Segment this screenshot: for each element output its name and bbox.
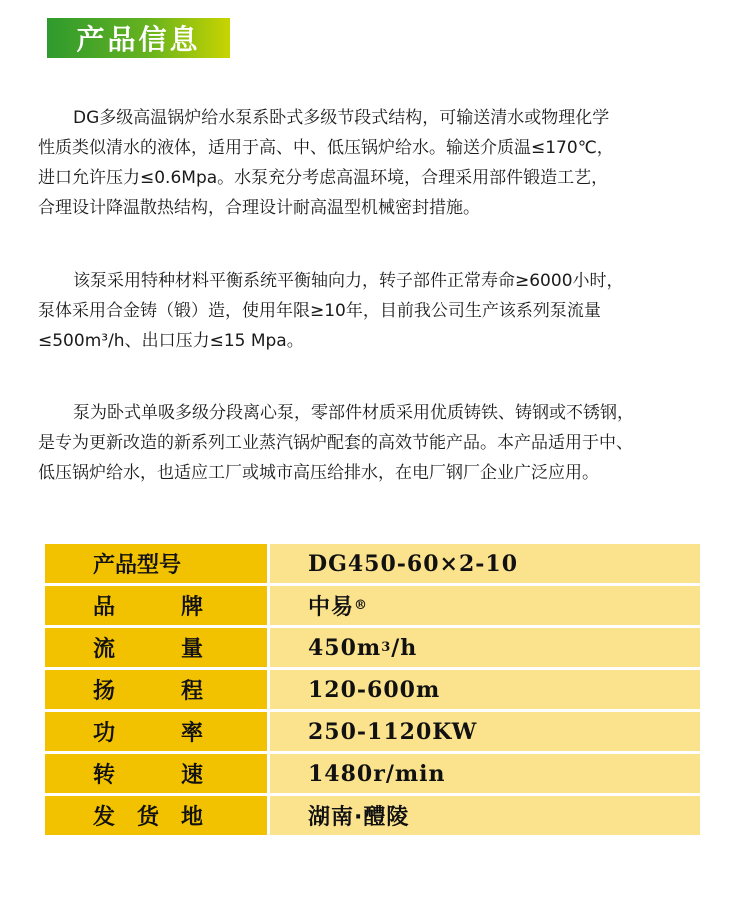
spec-label-char: 品 xyxy=(93,595,116,620)
section-title: 产品信息 xyxy=(76,23,201,56)
spec-row-brand xyxy=(45,586,700,625)
spec-label-char: 地 xyxy=(180,805,203,830)
paragraph-line: DG多级高温锅炉给水泵系卧式多级节段式结构，可输送清水或物理化学 xyxy=(73,108,610,128)
spec-value-model xyxy=(270,544,700,583)
application-paragraph xyxy=(38,398,718,488)
spec-row-power xyxy=(45,712,700,751)
paragraph-line: 泵为卧式单吸多级分段离心泵，零部件材质采用优质铸铁、铸钢或不锈钢， xyxy=(73,403,634,423)
spec-label-origin xyxy=(45,796,267,835)
spec-label-spread xyxy=(93,758,203,789)
spec-value-text: 120-600m xyxy=(308,676,441,703)
spec-value-text: 250-1120KW xyxy=(308,718,478,745)
spec-label-spread xyxy=(93,590,203,621)
spec-label-model xyxy=(45,544,267,583)
spec-label-spread xyxy=(93,716,203,747)
spec-table xyxy=(45,544,700,838)
spec-value-head xyxy=(270,670,700,709)
spec-row-origin xyxy=(45,796,700,835)
spec-label-spread xyxy=(93,674,203,705)
paragraph-line: ≤500m³/h、出口压力≤15 Mpa。 xyxy=(38,331,304,351)
spec-value-speed xyxy=(270,754,700,793)
paragraph-line: 是专为更新改造的新系列工业蒸汽锅炉配套的高效节能产品。本产品适用于中、 xyxy=(38,433,633,453)
spec-label-char: 功 xyxy=(93,721,116,746)
spec-value-unit: /h xyxy=(391,634,418,661)
paragraph-line: 泵体采用合金铸（锻）造，使用年限≥10年，目前我公司生产该系列泵流量 xyxy=(38,301,601,321)
spec-label-char: 速 xyxy=(180,763,203,788)
spec-value-power xyxy=(270,712,700,751)
paragraph-line: 该泵采用特种材料平衡系统平衡轴向力，转子部件正常寿命≥6000小时， xyxy=(73,271,624,291)
spec-label-char: 牌 xyxy=(180,595,203,620)
spec-value-origin xyxy=(270,796,700,835)
spec-row-model xyxy=(45,544,700,583)
paragraph-line: 性质类似清水的液体，适用于高、中、低压锅炉给水。输送介质温≤170℃， xyxy=(38,138,614,158)
spec-label-spread xyxy=(93,632,203,663)
spec-value-brand: 中易 ® xyxy=(270,586,700,625)
spec-label-text: 产品型号 xyxy=(93,553,182,578)
spec-label-char: 程 xyxy=(180,679,203,704)
spec-label-speed xyxy=(45,754,267,793)
spec-value-text: 450m xyxy=(308,634,382,661)
spec-label-spread xyxy=(93,800,203,831)
paragraph-line: 合理设计降温散热结构，合理设计耐高温型机械密封措施。 xyxy=(38,198,480,218)
paragraph-line: 进口允许压力≤0.6Mpa。水泵充分考虑高温环境，合理采用部件锻造工艺， xyxy=(38,168,609,188)
spec-value-text: 1480r/min xyxy=(308,760,446,787)
spec-value-text: 湖南·醴陵 xyxy=(308,805,410,830)
spec-label-char: 货 xyxy=(136,805,159,830)
performance-paragraph xyxy=(38,266,718,356)
spec-label-char: 流 xyxy=(93,637,116,662)
intro-paragraph xyxy=(38,103,718,223)
spec-label-char: 发 xyxy=(93,805,116,830)
spec-label-head xyxy=(45,670,267,709)
spec-label-brand xyxy=(45,586,267,625)
spec-value-text: DG450-60×2-10 xyxy=(308,550,519,577)
spec-label-flow xyxy=(45,628,267,667)
spec-row-flow xyxy=(45,628,700,667)
spec-row-head xyxy=(45,670,700,709)
paragraph-line: 低压锅炉给水，也适应工厂或城市高压给排水，在电厂钢厂企业广泛应用。 xyxy=(38,463,599,483)
spec-label-char: 量 xyxy=(180,637,203,662)
spec-label-power xyxy=(45,712,267,751)
section-title-banner xyxy=(47,18,230,58)
spec-row-speed xyxy=(45,754,700,793)
spec-label-char: 扬 xyxy=(93,679,116,704)
spec-value-text: 中易 xyxy=(308,595,355,620)
spec-label-char: 率 xyxy=(180,721,203,746)
spec-value-flow: 450m 3 /h xyxy=(270,628,700,667)
spec-label-char: 转 xyxy=(93,763,116,788)
